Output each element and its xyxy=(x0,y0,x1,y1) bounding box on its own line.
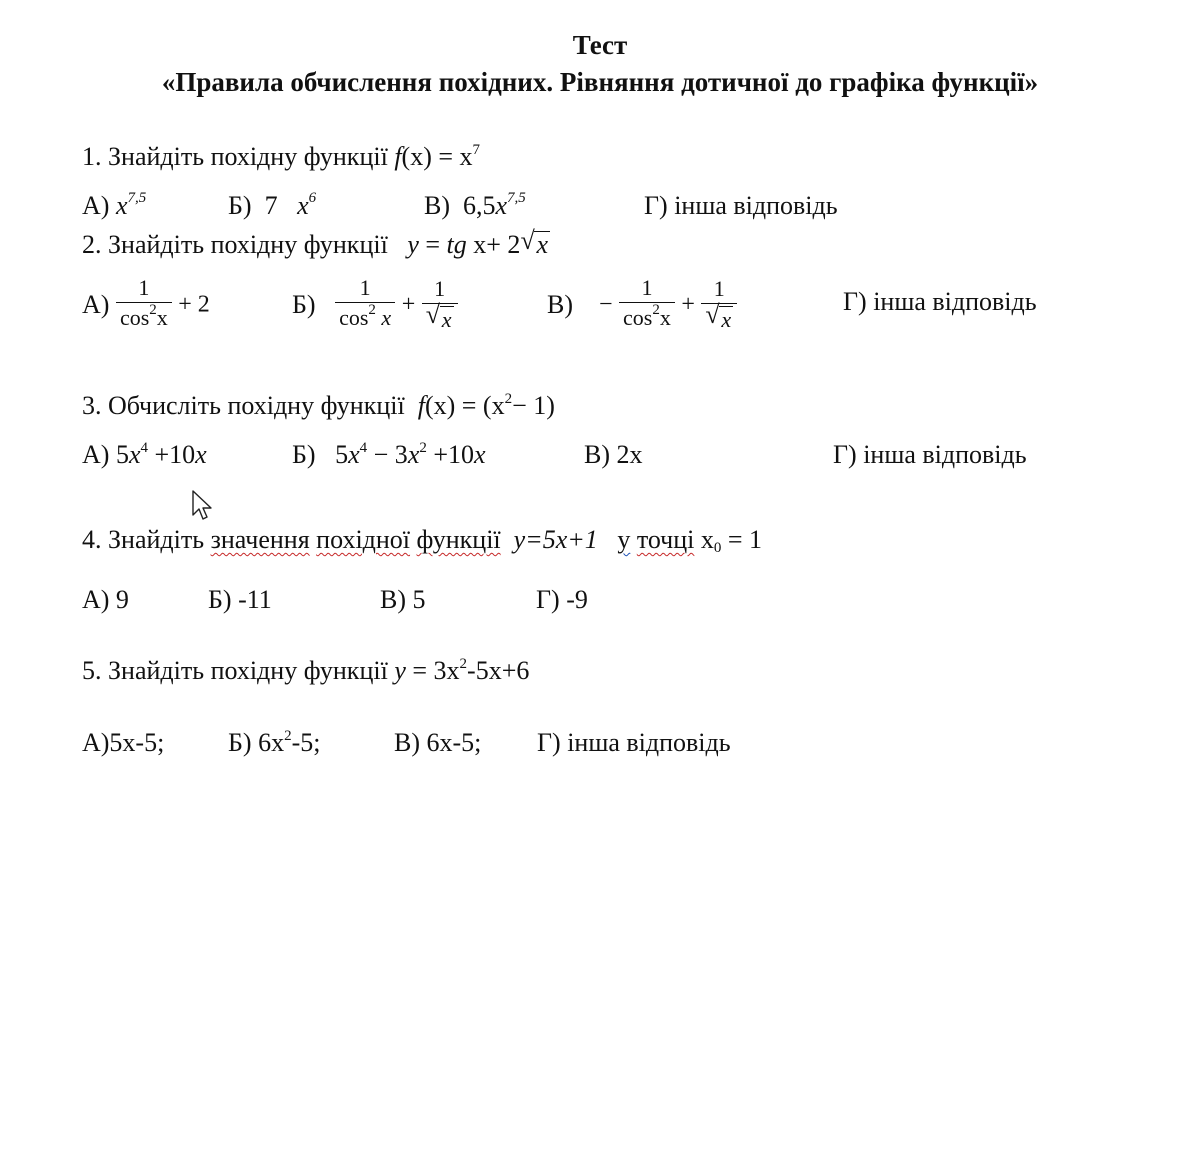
q3-option-c[interactable]: В) 2x xyxy=(584,440,643,469)
sqrt-icon: √ xyxy=(705,300,720,329)
q1-option-b-label: Б) xyxy=(228,191,252,220)
q2-option-a-fraction xyxy=(116,276,172,334)
question-2-y: y xyxy=(407,230,419,259)
q2-option-b-num2: 1 xyxy=(434,276,446,301)
q3-option-a-tail: +10 xyxy=(147,440,196,469)
question-3-f: f xyxy=(417,391,425,420)
question-5-expr2: -5x+6 xyxy=(467,656,530,685)
q3-option-b-exp2: 2 xyxy=(419,440,427,456)
q3-option-a-label: А) xyxy=(82,440,110,469)
q1-option-a-exp: 7,5 xyxy=(127,190,147,206)
question-5-y: y xyxy=(394,656,406,685)
q3-option-b-mid: − 3 xyxy=(367,440,408,469)
q4-option-b[interactable]: Б) -11 xyxy=(208,585,272,614)
question-1-f: f xyxy=(394,142,402,171)
q2-option-a-cos-exp: 2 xyxy=(149,302,157,318)
question-3 xyxy=(82,391,555,421)
test-subtitle: «Правила обчислення похідних. Рівняння дотичної до графіка функції» xyxy=(161,67,1039,97)
q5-option-b-pre: Б) 6x xyxy=(228,728,285,757)
question-2-eq: = xyxy=(425,230,441,259)
q2-option-c-sqrt xyxy=(705,300,733,333)
question-2-text: 2. Знайдіть похідну функції xyxy=(82,230,388,259)
q1-option-b-exp: 6 xyxy=(308,190,317,206)
q2-option-b-den1 xyxy=(335,302,395,334)
q5-option-b[interactable] xyxy=(228,728,320,758)
q2-option-a-tail: + 2 xyxy=(178,291,210,318)
q2-option-b-label: Б) xyxy=(292,290,316,319)
q4-option-a[interactable]: А) 9 xyxy=(82,585,129,614)
q1-option-c[interactable] xyxy=(424,191,526,221)
q3-option-a[interactable] xyxy=(82,440,207,470)
q2-option-b[interactable] xyxy=(292,276,458,334)
q2-option-d[interactable]: Г) інша відповідь xyxy=(843,287,1037,316)
q5-option-c[interactable]: В) 6x-5; xyxy=(394,728,482,757)
q2-option-c-plus: + xyxy=(681,291,695,318)
q4-option-c[interactable]: В) 5 xyxy=(380,585,426,614)
q4-option-d[interactable]: Г) -9 xyxy=(536,585,588,614)
q2-option-c-num2: 1 xyxy=(713,276,725,301)
q2-option-b-cos-x: x xyxy=(375,305,392,330)
question-4-x0-sub: 0 xyxy=(713,540,722,556)
question-2-expr: x+ 2 xyxy=(466,230,521,259)
q1-option-c-coef: 6,5 xyxy=(463,191,496,220)
q1-option-b-base: x xyxy=(297,191,309,220)
q3-option-b-x: x xyxy=(348,440,360,469)
q2-option-a-label: А) xyxy=(82,290,110,319)
q3-option-a-x: x xyxy=(128,440,141,469)
question-1-text: 1. Знайдіть похідну функції xyxy=(82,142,388,171)
question-2-sqrt xyxy=(520,226,550,260)
question-1-exp: 7 xyxy=(472,142,481,158)
question-4-tail: = 1 xyxy=(721,525,763,554)
q2-option-b-sqrt xyxy=(425,300,454,333)
question-4-x0: x xyxy=(700,525,714,554)
q2-option-c-fraction-1 xyxy=(619,276,675,334)
q3-option-b[interactable] xyxy=(292,440,486,470)
q1-option-d[interactable]: Г) інша відповідь xyxy=(644,191,838,220)
question-4-w2: значення xyxy=(210,525,310,554)
question-1-expr: (x) = x xyxy=(401,142,473,171)
q3-option-a-tail-x: x xyxy=(195,440,207,469)
q2-option-b-cos: cos xyxy=(339,305,369,330)
q2-option-b-num1: 1 xyxy=(359,275,371,300)
q2-option-c-cos-x: x xyxy=(659,305,671,330)
q1-option-a-base: x xyxy=(115,191,128,220)
q2-option-b-radicand: x xyxy=(441,307,452,332)
q2-option-c-minus: − xyxy=(599,291,613,318)
q1-option-b-coef: 7 xyxy=(264,191,278,220)
sqrt-icon: √ xyxy=(425,300,441,329)
q2-option-c-label: В) xyxy=(547,290,573,319)
question-1 xyxy=(82,142,480,172)
q3-option-a-pre: 5 xyxy=(115,440,129,469)
q5-option-b-exp: 2 xyxy=(284,728,292,744)
q3-option-b-tail-x: x xyxy=(474,440,486,469)
question-5 xyxy=(82,656,529,686)
question-4-w3: похідної xyxy=(316,525,411,554)
question-4-func: y=5x+1 xyxy=(513,525,598,554)
q3-option-b-x2: x xyxy=(407,440,420,469)
sqrt-icon: √ xyxy=(520,226,535,255)
q2-option-c-cos-exp: 2 xyxy=(652,302,660,318)
question-2-tg: tg xyxy=(446,230,467,259)
q2-option-c-num1: 1 xyxy=(641,275,653,300)
question-2 xyxy=(82,226,550,260)
q2-option-c-den2 xyxy=(701,300,737,333)
question-2-radicand: x xyxy=(536,230,548,259)
question-4-w1: 4. Знайдіть xyxy=(82,525,205,554)
q3-option-b-tail: +10 xyxy=(426,440,475,469)
question-4 xyxy=(82,525,762,555)
q5-option-b-tail: -5; xyxy=(291,728,321,757)
question-3-text: 3. Обчисліть похідну функції xyxy=(82,391,405,420)
q2-option-a-den xyxy=(116,302,172,334)
q1-option-b[interactable] xyxy=(228,191,316,221)
q2-option-a[interactable] xyxy=(82,276,210,334)
q1-option-c-exp: 7,5 xyxy=(507,190,526,206)
q2-option-a-cos-x: x xyxy=(156,305,168,330)
q1-option-c-base: x xyxy=(495,191,508,220)
q1-option-c-label: В) xyxy=(424,191,450,220)
mouse-cursor-icon xyxy=(192,490,216,524)
q5-option-d[interactable]: Г) інша відповідь xyxy=(537,728,731,757)
test-title: Тест xyxy=(572,30,628,60)
q3-option-b-exp: 4 xyxy=(359,440,368,456)
q1-option-a[interactable] xyxy=(82,191,146,221)
question-3-expr1: (x) = (x xyxy=(424,391,505,420)
q3-option-a-exp: 4 xyxy=(140,440,148,456)
q2-option-a-num: 1 xyxy=(138,275,150,300)
q1-option-a-label: А) xyxy=(82,191,110,220)
question-3-expr2: − 1) xyxy=(512,391,555,420)
q2-option-b-fraction-1 xyxy=(335,276,395,334)
q2-option-b-fraction-2 xyxy=(422,277,458,333)
q2-option-c[interactable] xyxy=(547,276,737,334)
question-4-w5: у xyxy=(617,525,631,554)
q2-option-c-radicand: x xyxy=(721,307,732,332)
q3-option-d[interactable]: Г) інша відповідь xyxy=(833,440,1027,469)
question-4-w6: точці xyxy=(636,525,695,554)
q2-option-c-cos: cos xyxy=(623,305,653,330)
q2-option-b-cos-exp: 2 xyxy=(368,302,376,318)
question-5-text: 5. Знайдіть похідну функції xyxy=(82,656,388,685)
q2-option-c-fraction-2 xyxy=(701,277,737,333)
question-5-expr1: = 3x xyxy=(405,656,460,685)
q5-option-a[interactable]: А)5x-5; xyxy=(82,728,165,757)
q3-option-b-label: Б) xyxy=(292,440,316,469)
q2-option-b-plus: + xyxy=(401,291,416,318)
q3-option-b-pre: 5 xyxy=(335,440,349,469)
question-5-exp: 2 xyxy=(459,656,468,672)
q2-option-b-den2 xyxy=(422,300,458,333)
question-3-exp: 2 xyxy=(504,391,513,407)
question-4-w4: функції xyxy=(416,525,501,554)
q2-option-a-cos: cos xyxy=(119,305,150,330)
q2-option-c-den1 xyxy=(619,302,675,334)
